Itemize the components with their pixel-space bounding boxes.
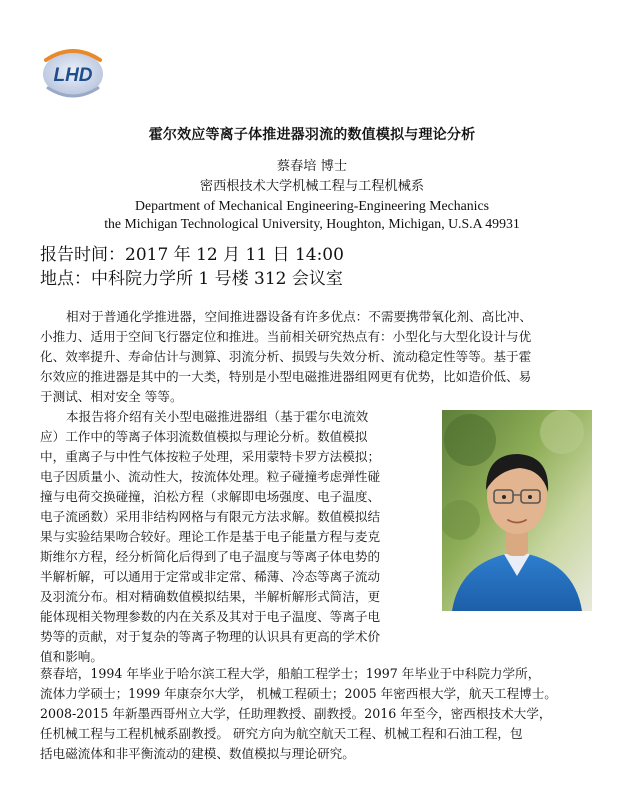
intro-line: 尔效应的推进器是其中的一大类，特别是小型电磁推进器组网更有优势，比如造价低、易 xyxy=(40,369,532,384)
abstract-line: 势等的贡献，对于复杂的等离子物理的认识具有更高的学术价 xyxy=(40,629,381,644)
bio-line: 流体力学硕士；1999 年康奈尔大学， 机械工程硕士；2005 年密西根大学，航天工程博士。 xyxy=(40,686,557,701)
intro-paragraph xyxy=(40,307,532,407)
abstract-line: 本报告将介绍有关小型电磁推进器组（基于霍尔电流效 xyxy=(66,409,369,424)
abstract-line: 电子流函数）采用非结构网格与有限元方法求解。数值模拟结 xyxy=(40,509,381,524)
bio-line: 蔡春培，1994 年毕业于哈尔滨工程大学，船舶工程学士；1997 年毕业于中科院力学所， xyxy=(40,666,541,681)
abstract-line: 能体现相关物理参数的内在关系及其对于电子温度、等离子电 xyxy=(40,609,381,624)
bio-line: 2008-2015 年新墨西哥州立大学，任助理教授、副教授。2016 年至今，密西根技术大学， xyxy=(40,706,552,721)
talk-title: 霍尔效应等离子体推进器羽流的数值模拟与理论分析 xyxy=(148,127,476,143)
abstract-line: 斯维尔方程，经分析简化后得到了电子温度与等离子体电势的 xyxy=(40,549,381,564)
speaker-photo xyxy=(442,410,592,611)
intro-line: 化、效率提升、寿命估计与测算、羽流分析、损毁与失效分析、流动稳定性等等。基于霍 xyxy=(40,349,532,364)
abstract-line: 应）工作中的等离子体羽流数值模拟与理论分析。数值模拟 xyxy=(40,429,368,444)
abstract-line: 撞与电荷交换碰撞，泊松方程（求解即电场强度、电子温度、 xyxy=(40,489,381,504)
abstract-line: 值和影响。 xyxy=(40,649,103,664)
bio-line: 括电磁流体和非平衡流动的建模、数值模拟与理论研究。 xyxy=(40,746,355,761)
lhd-logo-mark xyxy=(40,40,106,106)
bio-paragraph xyxy=(40,664,557,764)
bio-line: 任机械工程与工程机械系副教授。 研究方向为航空航天工程、机械工程和石油工程，包 xyxy=(40,726,523,741)
speaker-university-en: the Michigan Technological University, Houghton, Michigan, U.S.A 49931 xyxy=(104,216,520,231)
abstract-line: 中，重离子与中性气体按粒子处理，采用蒙特卡罗方法模拟； xyxy=(40,449,381,464)
abstract-paragraph xyxy=(40,407,380,667)
report-location: 地点：中科院力学所 1 号楼 312 会议室 xyxy=(40,269,343,289)
speaker-name: 蔡春培 博士 xyxy=(276,159,348,174)
intro-line: 于测试、相对安全 等等。 xyxy=(40,389,183,404)
speaker-dept-en: Department of Mechanical Engineering-Engineering Mechanics xyxy=(135,198,489,213)
speaker-dept-cn: 密西根技术大学机械工程与工程机械系 xyxy=(199,179,425,194)
lhd-logo xyxy=(40,40,106,106)
abstract-line: 半解析解，可以通用于定常或非定常、稀薄、冷态等离子流动 xyxy=(40,569,381,584)
abstract-line: 电子因质量小、流动性大，按流体处理。粒子碰撞考虑弹性碰 xyxy=(40,469,381,484)
abstract-line: 果与实验结果吻合较好。理论工作是基于电子能量方程与麦克 xyxy=(40,529,381,544)
intro-line: 小推力、适用于空间飞行器定位和推进。当前相关研究热点有：小型化与大型化设计与优 xyxy=(40,329,532,344)
report-time: 报告时间：2017 年 12 月 11 日 14:00 xyxy=(40,245,344,265)
lhd-logo-text: LHD xyxy=(53,65,93,86)
speaker-portrait xyxy=(442,410,592,611)
intro-line: 相对于普通化学推进器，空间推进器设备有许多优点：不需要携带氧化剂、高比冲、 xyxy=(66,309,532,324)
abstract-line: 及羽流分布。相对精确数值模拟结果，半解析解形式简洁，更 xyxy=(40,589,381,604)
